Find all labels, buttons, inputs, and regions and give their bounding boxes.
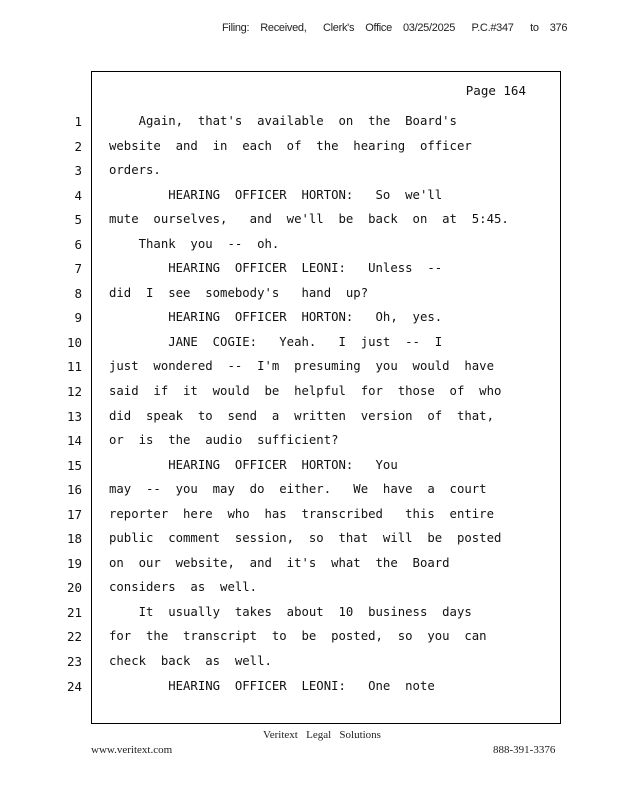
line-number: 2 [74, 138, 82, 154]
line-number: 20 [66, 580, 82, 596]
line-number: 21 [66, 604, 82, 620]
transcript-line: mute ourselves, and we'll be back on at 5:45. [109, 212, 509, 227]
transcript-text-body [109, 113, 554, 702]
line-number: 12 [66, 384, 82, 400]
line-number: 13 [66, 408, 82, 424]
line-number: 9 [74, 310, 82, 326]
line-number: 3 [74, 163, 82, 179]
transcript-line: It usually takes about 10 business days [109, 604, 472, 619]
transcript-line: public comment session, so that will be posted [109, 531, 502, 546]
line-number: 11 [66, 359, 82, 375]
line-number: 8 [74, 285, 82, 301]
transcript-line: check back as well. [109, 654, 272, 669]
transcript-line: did speak to send a written version of that, [109, 408, 494, 423]
transcript-line: HEARING OFFICER HORTON: So we'll [109, 187, 443, 202]
line-number: 17 [66, 506, 82, 522]
transcript-line: Thank you -- oh. [109, 236, 280, 251]
transcript-line: on our website, and it's what the Board [109, 555, 450, 570]
transcript-line: Again, that's available on the Board's [109, 114, 457, 128]
transcript-line: JANE COGIE: Yeah. I just -- I [109, 334, 443, 349]
page-number: Page 164 [465, 83, 526, 98]
footer-website: www.veritext.com [91, 744, 173, 756]
transcript-line: website and in each of the hearing officer [109, 138, 472, 153]
transcript-line: HEARING OFFICER LEONI: One note [109, 678, 435, 693]
line-number: 6 [74, 236, 82, 252]
transcript-line: HEARING OFFICER HORTON: You [109, 457, 398, 472]
transcript-line: orders. [109, 163, 161, 178]
line-number: 7 [74, 261, 82, 277]
line-number: 19 [66, 555, 82, 571]
footer-company-name: Veritext Legal Solutions [263, 729, 381, 741]
line-number: 4 [74, 187, 82, 203]
line-number: 5 [74, 212, 82, 228]
transcript-line: considers as well. [109, 580, 258, 595]
transcript-line: HEARING OFFICER LEONI: Unless -- [109, 261, 443, 276]
line-number: 10 [66, 334, 82, 350]
line-number: 22 [66, 629, 82, 645]
line-number: 15 [66, 457, 82, 473]
transcript-line: or is the audio sufficient? [109, 433, 339, 448]
transcript-line: just wondered -- I'm presuming you would have [109, 359, 494, 374]
transcript-line: reporter here who has transcribed this entire [109, 506, 494, 521]
transcript-line: HEARING OFFICER HORTON: Oh, yes. [109, 310, 443, 325]
filing-stamp-header: Filing: Received, Clerk's Office 03/25/2025 P.C.#347 to 376 [222, 22, 568, 34]
transcript-line: said if it would be helpful for those of who [109, 384, 502, 399]
transcript-line: did I see somebody's hand up? [109, 285, 369, 300]
transcript-line: for the transcript to be posted, so you can [109, 629, 487, 644]
line-number-column [60, 113, 82, 702]
line-number: 23 [66, 654, 82, 670]
line-number: 16 [66, 482, 82, 498]
line-number: 14 [66, 433, 82, 449]
line-number: 24 [66, 678, 82, 694]
footer-phone: 888-391-3376 [493, 744, 556, 756]
line-number: 1 [74, 114, 82, 129]
transcript-line: may -- you may do either. We have a court [109, 482, 487, 497]
line-number: 18 [66, 531, 82, 547]
